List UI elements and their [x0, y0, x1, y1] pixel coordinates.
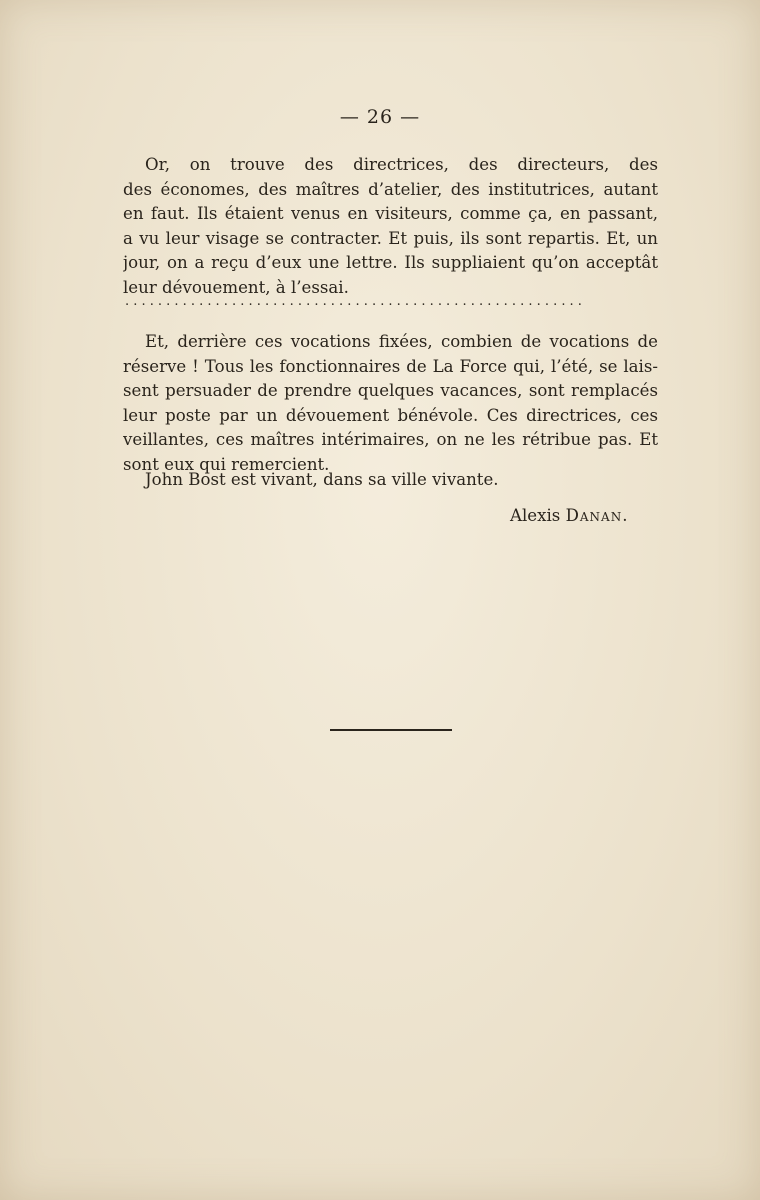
- author-last-name: Danan.: [565, 506, 629, 525]
- author-signature: [510, 506, 629, 525]
- page-number: — 26 —: [339, 106, 421, 128]
- paragraph-3-line: John Bost est vivant, dans sa ville vivante.: [145, 470, 499, 489]
- author-first-name: Alexis: [510, 506, 561, 525]
- paragraph-2-line: sont eux qui remercient.: [123, 454, 330, 474]
- paragraph-2-line: réserve ! Tous les fonctionnaires de La Force qui, l’été, se lais-: [123, 356, 658, 376]
- paragraph-3: [123, 468, 658, 493]
- paragraph-2-line: Et, derrière ces vocations fixées, combien de vocations de: [145, 332, 658, 351]
- end-rule: [330, 729, 452, 731]
- paragraph-1-line: des économes, des maîtres d’atelier, des institutrices, autant: [123, 179, 658, 199]
- paragraph-1-line: en faut. Ils étaient venus en visiteurs, comme ça, en passant,: [123, 204, 658, 224]
- dotted-separator: ........................................................: [125, 294, 587, 306]
- paragraph-2: [123, 330, 658, 478]
- paragraph-2-line: leur poste par un dévouement bénévole. Ces directrices, ces: [123, 405, 658, 425]
- paragraph-2-line: sent persuader de prendre quelques vacances, sont remplacés: [123, 381, 658, 401]
- paragraph-1-line: jour, on a reçu d’eux une lettre. Ils suppliaient qu’on acceptât: [123, 253, 658, 273]
- paragraph-2-line: veillantes, ces maîtres intérimaires, on ne les rétribue pas. Et: [123, 430, 658, 450]
- paragraph-1-line: Or, on trouve des directrices, des directeurs, des: [145, 155, 658, 174]
- paragraph-1: [123, 153, 658, 301]
- paragraph-1-line: leur dévouement, à l’essai.: [123, 277, 349, 297]
- paragraph-1-line: a vu leur visage se contracter. Et puis, ils sont repartis. Et, un: [123, 228, 658, 248]
